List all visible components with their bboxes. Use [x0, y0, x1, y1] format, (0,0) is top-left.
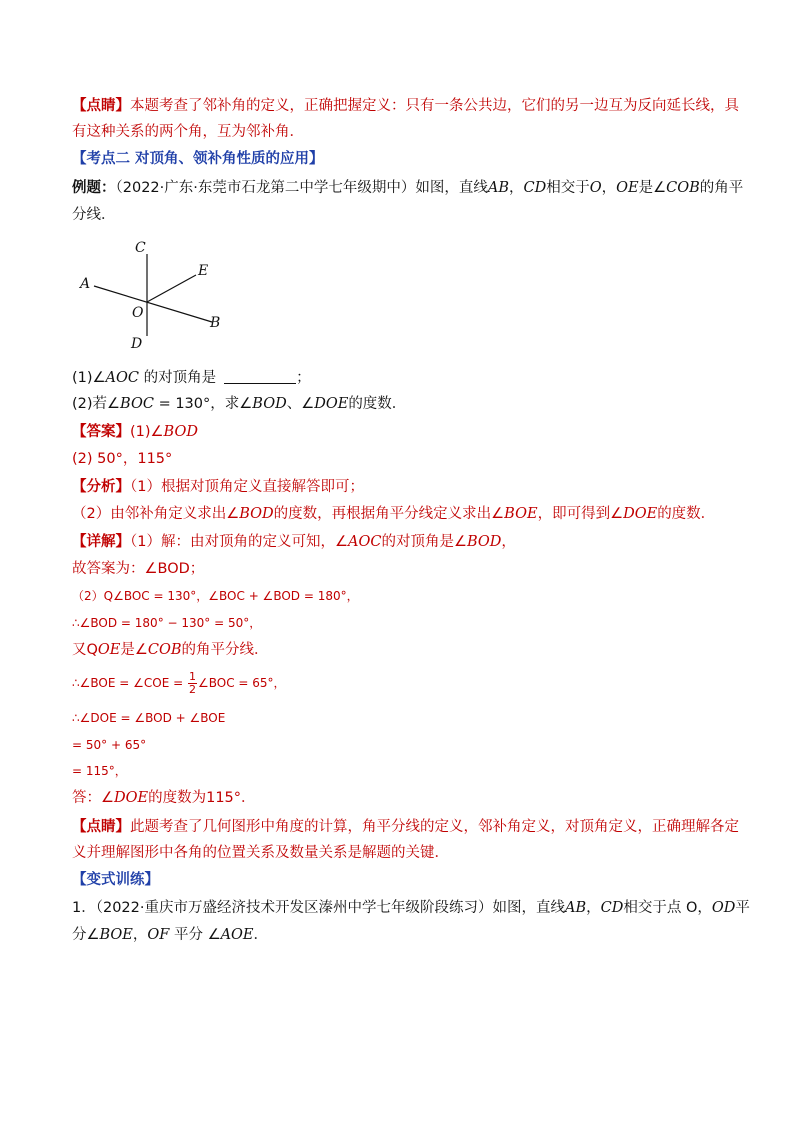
question-1 — [72, 368, 722, 388]
example-line-1 — [72, 178, 744, 198]
text: ； — [296, 370, 311, 386]
math-boc: BOC — [120, 396, 154, 412]
text: （1）根据对顶角定义直接解答即可； — [130, 479, 364, 495]
dianjing-line-1 — [72, 96, 739, 116]
math-od: OD — [711, 900, 736, 916]
text: （2）由邻补角定义求出∠ — [72, 506, 240, 522]
math-cd: CD — [523, 180, 547, 196]
math-bod: BOD — [239, 506, 274, 522]
label-o: O — [132, 305, 144, 321]
exercise-1-line-2 — [72, 925, 722, 945]
text: 又Q — [72, 642, 98, 658]
section-heading-kaodian2: 【考点二 对顶角、领补角性质的应用】 — [72, 151, 324, 167]
dianjing-tag: 【点睛】 — [72, 819, 130, 835]
math-aoc: AOC — [105, 370, 140, 386]
detail-tag: 【详解】 — [72, 534, 130, 550]
math-boe: BOE — [99, 927, 133, 943]
detail-line-1 — [72, 532, 722, 552]
text: 的度数为115°． — [148, 790, 256, 806]
answer-tag: 【答案】 — [72, 424, 130, 440]
label-b: B — [210, 315, 221, 331]
math-o: O — [589, 180, 602, 196]
text: 的度数，再根据角平分线定义求出∠ — [273, 506, 505, 522]
dianjing2-line-1 — [72, 817, 739, 837]
text: 是∠ — [638, 180, 667, 196]
detail-line-5 — [72, 640, 722, 660]
label-c: C — [135, 240, 146, 256]
math-doe: DOE — [314, 396, 349, 412]
text: 平分 ∠ — [169, 927, 221, 943]
text: 相交于 — [546, 180, 590, 196]
math-doe: DOE — [623, 506, 658, 522]
detail-line-7: ∴∠DOE = ∠BOD + ∠BOE — [72, 711, 226, 725]
math-cob: COB — [666, 180, 700, 196]
math-bod: BOD — [163, 424, 198, 440]
detail-line-3: （2）Q∠BOC = 130°，∠BOC + ∠BOD = 180°， — [72, 589, 359, 603]
dianjing-text: 此题考查了几何图形中角度的计算，角平分线的定义，邻补角定义，对顶角定义，正确理解各定 — [130, 819, 739, 835]
text: 、∠ — [286, 396, 315, 412]
answer-line-1 — [72, 422, 722, 442]
text: 平 — [735, 900, 750, 916]
text: 的度数． — [657, 506, 716, 522]
detail-line-4: ∴∠BOD = 180° − 130° = 50°， — [72, 616, 262, 630]
detail-line-6 — [72, 670, 722, 696]
label-e: E — [198, 263, 209, 279]
dianjing-line-2: 有这种关系的两个角，互为邻补角． — [72, 124, 304, 140]
detail-line-2: 故答案为：∠BOD； — [72, 561, 205, 577]
label-a: A — [80, 276, 91, 292]
sep: ， — [586, 900, 601, 916]
analysis-tag: 【分析】 — [72, 479, 130, 495]
text: 的对顶角是∠ — [381, 534, 467, 550]
text: 是∠ — [120, 642, 148, 658]
detail-line-9: = 115°， — [72, 764, 127, 778]
math-doe: DOE — [114, 790, 149, 806]
math-bod: BOD — [466, 534, 502, 550]
text: = 130° — [153, 396, 211, 412]
math-bod: BOD — [252, 396, 287, 412]
text: ． — [253, 927, 269, 943]
answer-line-2: (2) 50°，115° — [72, 451, 173, 467]
question-2 — [72, 394, 722, 414]
detail-line-8: = 50° + 65° — [72, 738, 147, 752]
exercise-1-line-1 — [72, 898, 750, 918]
math-oe: OE — [616, 180, 639, 196]
text: (2)若∠ — [72, 396, 121, 412]
text: 分∠ — [72, 927, 100, 943]
math-ab: AB — [487, 180, 510, 196]
text: ，即可得到∠ — [537, 506, 624, 522]
math-of: OF — [147, 927, 170, 943]
geometry-figure — [72, 232, 242, 352]
example-source: （2022·广东·东莞市石龙第二中学七年级期中）如图，直线 — [115, 180, 488, 196]
ray-oe — [147, 275, 196, 302]
math-aoe: AOE — [220, 927, 254, 943]
sep: ， — [601, 180, 617, 196]
text: 答：∠ — [72, 790, 114, 806]
math-cob: COB — [147, 642, 182, 658]
text: (1)∠ — [72, 370, 106, 386]
text: 的角平分线． — [181, 642, 269, 658]
detail-line-10 — [72, 788, 722, 808]
text: (1)∠ — [130, 424, 164, 440]
dianjing-tag: 【点睛】 — [72, 98, 130, 114]
text: 的角平 — [699, 180, 744, 196]
math-cd: CD — [600, 900, 624, 916]
section-heading-bianshi: 【变式训练】 — [72, 872, 159, 888]
fraction-denominator: 2 — [188, 683, 196, 696]
math-ab: AB — [564, 900, 587, 916]
label-d: D — [131, 336, 143, 352]
text: ， — [132, 927, 148, 943]
dianjing-text: 本题考查了邻补角的定义，正确把握定义：只有一条公共边，它们的另一边互为反向延长线，具 — [130, 98, 739, 114]
text: 相交于点 O， — [623, 900, 712, 916]
example-tag: 例题： — [72, 180, 116, 196]
math-boe: BOE — [504, 506, 538, 522]
analysis-line-2 — [72, 504, 722, 524]
text: （1）解：由对顶角的定义可知，∠ — [130, 534, 348, 550]
example-line-2: 分线． — [72, 207, 116, 223]
fraction-one-half — [188, 671, 197, 696]
fraction-numerator: 1 — [188, 670, 196, 683]
text: 的度数． — [348, 396, 407, 412]
answer-blank[interactable] — [224, 369, 296, 384]
math-aoc: AOC — [347, 534, 382, 550]
text: ， — [501, 534, 516, 550]
analysis-line-1 — [72, 477, 722, 497]
text: 的对顶角是 — [139, 370, 217, 386]
dianjing2-line-2: 义并理解图形中各角的位置关系及数量关系是解题的关键． — [72, 845, 449, 861]
line-ab — [94, 286, 212, 322]
text: 1．（2022·重庆市万盛经济技术开发区溱州中学七年级阶段练习）如图，直线 — [72, 900, 565, 916]
sep: ， — [509, 180, 524, 196]
text: ，求∠ — [210, 396, 253, 412]
text: ∴∠BOE = ∠COE = — [72, 676, 187, 690]
text: ∠BOC = 65°， — [197, 676, 286, 690]
math-oe: OE — [97, 642, 121, 658]
